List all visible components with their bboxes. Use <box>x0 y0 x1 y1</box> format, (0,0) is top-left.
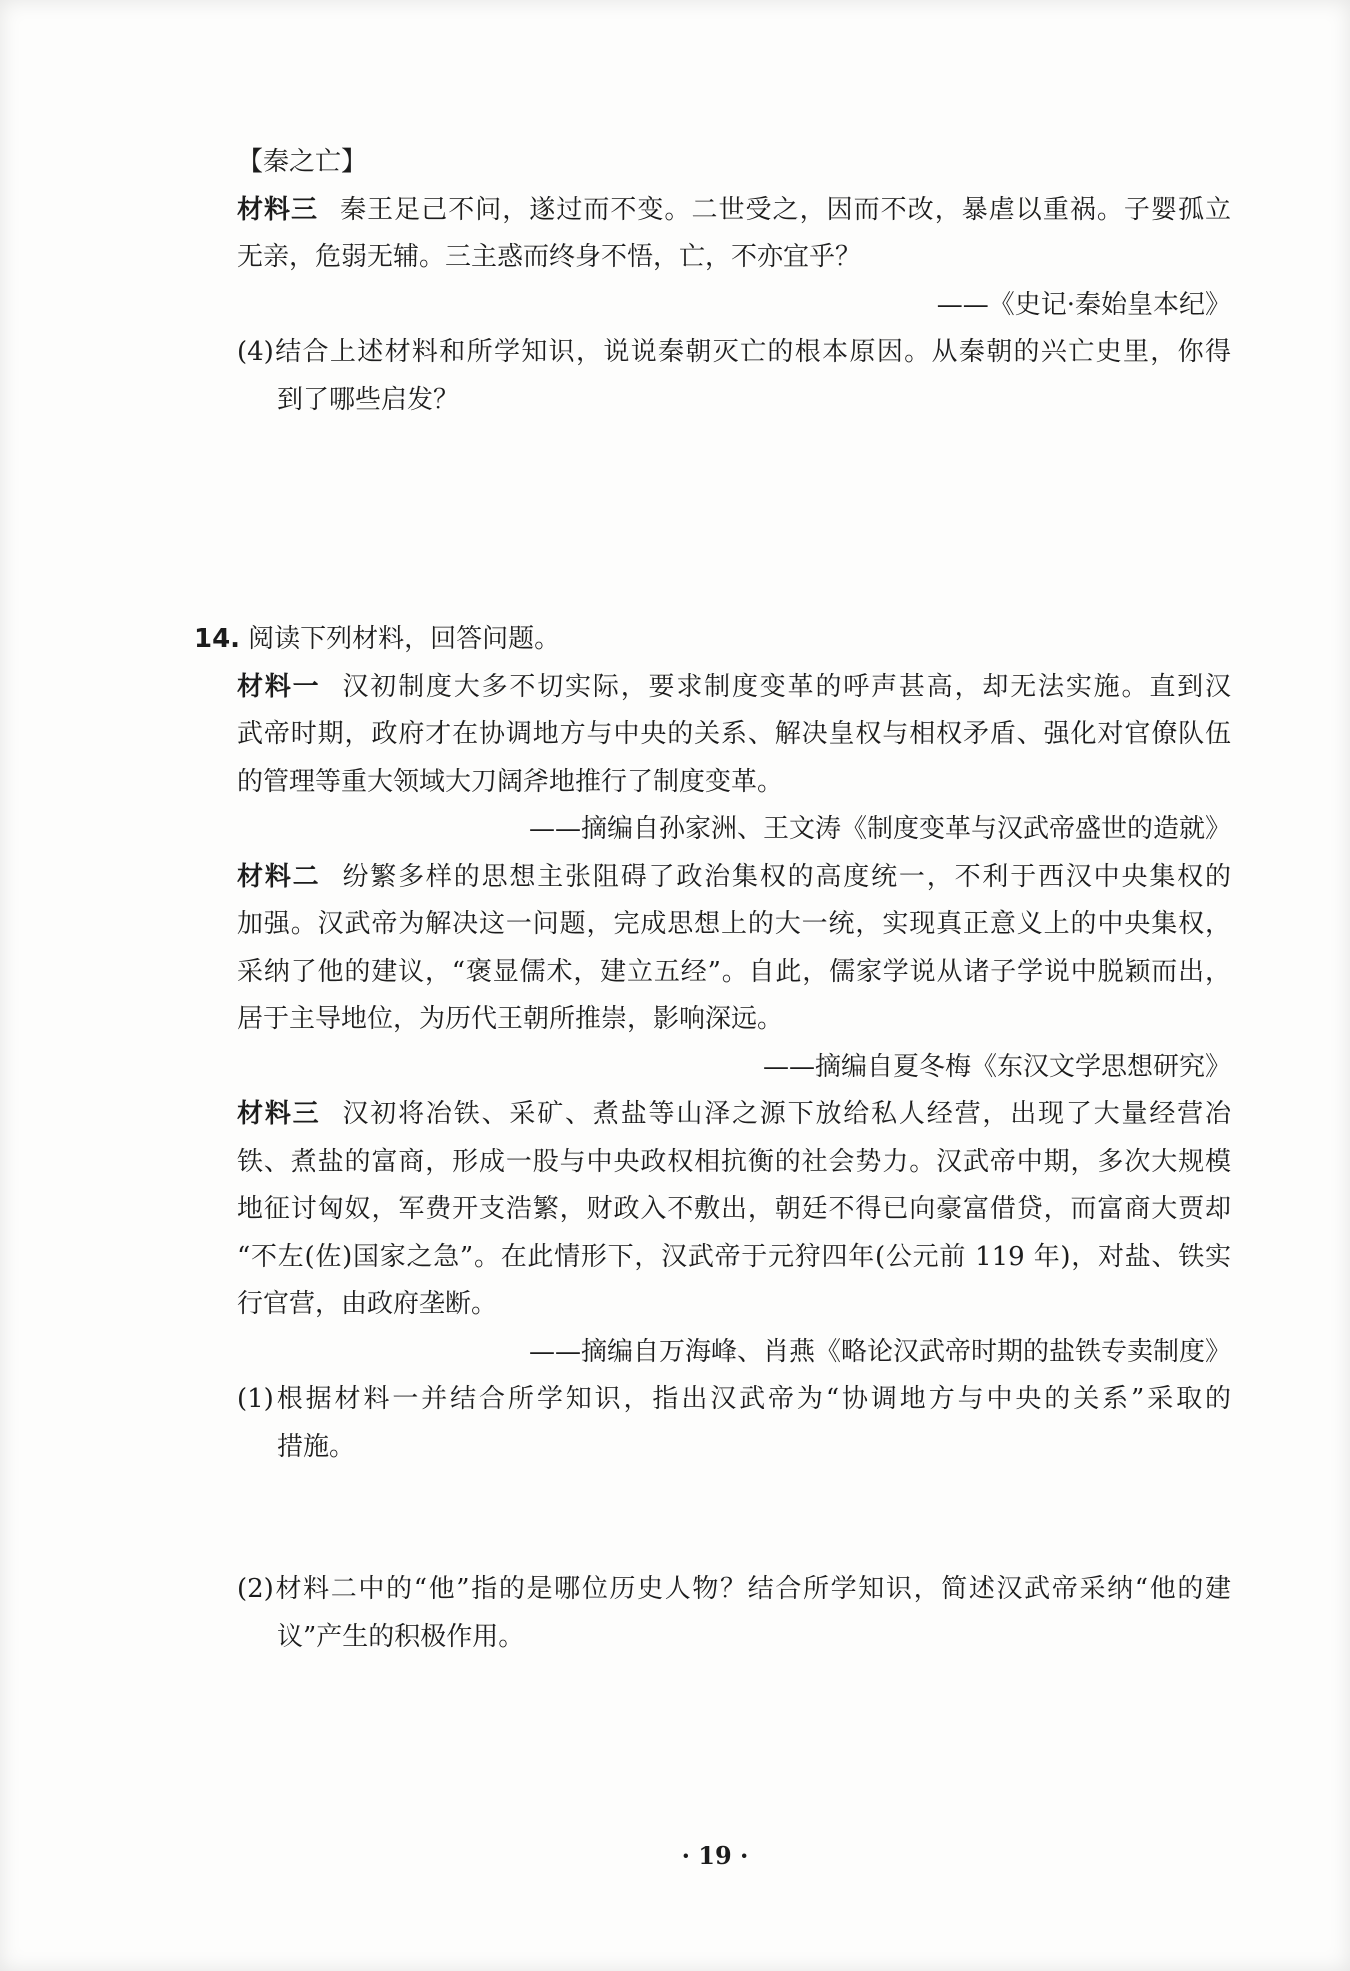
material-line: 铁、煮盐的富商，形成一股与中央政权相抗衡的社会势力。汉武帝中期，多次大规模 <box>237 1146 1231 1177</box>
material-line: 居于主导地位，为历代王朝所推崇，影响深远。 <box>237 1004 784 1034</box>
material-line: 武帝时期，政府才在协调地方与中央的关系、解决皇权与相权矛盾、强化对官僚队伍 <box>237 719 1231 749</box>
material-line: 的管理等重大领域大刀阔斧地推行了制度变革。 <box>237 766 784 797</box>
material-source: ——摘编自孙家洲、王文涛《制度变革与汉武帝盛世的造就》 <box>528 814 1231 844</box>
material-label: 材料一 <box>237 671 321 702</box>
material-source: ——《史记·秦始皇本纪》 <box>936 289 1231 320</box>
question-line: 议”产生的积极作用。 <box>277 1621 525 1652</box>
material-text: 汉初制度大多不切实际，要求制度变革的呼声甚高，却无法实施。直到汉 <box>342 671 1231 702</box>
material-source: ——摘编自万海峰、肖燕《略论汉武帝时期的盐铁专卖制度》 <box>528 1336 1231 1367</box>
question-text: 材料二中的“他”指的是哪位历史人物？结合所学知识，简述汉武帝采纳“他的建 <box>273 1574 1231 1604</box>
question-14-header <box>194 616 1231 664</box>
material-source: ——摘编自夏冬梅《东汉文学思想研究》 <box>762 1051 1231 1082</box>
answer-space <box>237 424 1231 616</box>
material-block <box>237 187 1231 330</box>
page-content <box>194 139 1231 1661</box>
material-text: 汉初将冶铁、采矿、煮盐等山泽之源下放给私人经营，出现了大量经营冶 <box>342 1099 1231 1129</box>
material-label: 材料三 <box>237 194 319 225</box>
material-text: 秦王足己不问，遂过而不变。二世受之，因而不改，暴虐以重祸。子婴孤立 <box>340 194 1231 225</box>
question-line <box>237 329 1231 377</box>
question-text: 根据材料一并结合所学知识，指出汉武帝为“协调地方与中央的关系”采取的 <box>273 1384 1231 1414</box>
material-label: 材料三 <box>237 1099 321 1129</box>
question-line: 到了哪些启发？ <box>277 384 460 415</box>
material-line <box>237 854 1231 902</box>
material-line: 加强。汉武帝为解决这一问题，完成思想上的大一统，实现真正意义上的中央集权， <box>237 909 1231 939</box>
material-line: “不左(佐)国家之急”。在此情形下，汉武帝于元狩四年(公元前 119 年)，对盐、铁实 <box>237 1241 1231 1272</box>
question-number: (2) <box>237 1574 274 1604</box>
material-block <box>237 664 1231 854</box>
material-line <box>237 187 1231 235</box>
material-text: 纷繁多样的思想主张阻碍了政治集权的高度统一，不利于西汉中央集权的 <box>342 861 1231 892</box>
material-line <box>237 1091 1231 1139</box>
sub-question <box>237 329 1231 424</box>
material-line: 地征讨匈奴，军费开支浩繁，财政入不敷出，朝廷不得已向豪富借贷，而富商大贾却 <box>237 1194 1231 1224</box>
answer-space <box>237 1471 1231 1566</box>
section-heading: 【秦之亡】 <box>237 147 368 177</box>
question-number: (4) <box>237 337 274 367</box>
sub-question <box>237 1376 1231 1471</box>
question-line: 措施。 <box>277 1431 356 1462</box>
sub-question <box>237 1566 1231 1661</box>
question-prompt: 阅读下列材料，回答问题。 <box>248 624 561 654</box>
page-number: · 19 · <box>681 1841 749 1870</box>
material-block <box>237 1091 1231 1376</box>
question-number: 14. <box>194 624 241 654</box>
material-label: 材料二 <box>237 861 321 892</box>
question-text: 结合上述材料和所学知识，说说秦朝灭亡的根本原因。从秦朝的兴亡史里，你得 <box>273 337 1231 367</box>
question-number: (1) <box>237 1384 274 1414</box>
material-line: 采纳了他的建议，“褒显儒术，建立五经”。自此，儒家学说从诸子学说中脱颖而出， <box>237 956 1231 987</box>
question-line <box>237 1376 1231 1424</box>
material-line: 无亲，危弱无辅。三主惑而终身不悟，亡，不亦宜乎？ <box>237 242 862 272</box>
material-line: 行官营，由政府垄断。 <box>237 1289 498 1319</box>
question-line <box>237 1566 1231 1614</box>
material-line <box>237 664 1231 712</box>
material-block <box>237 854 1231 1092</box>
